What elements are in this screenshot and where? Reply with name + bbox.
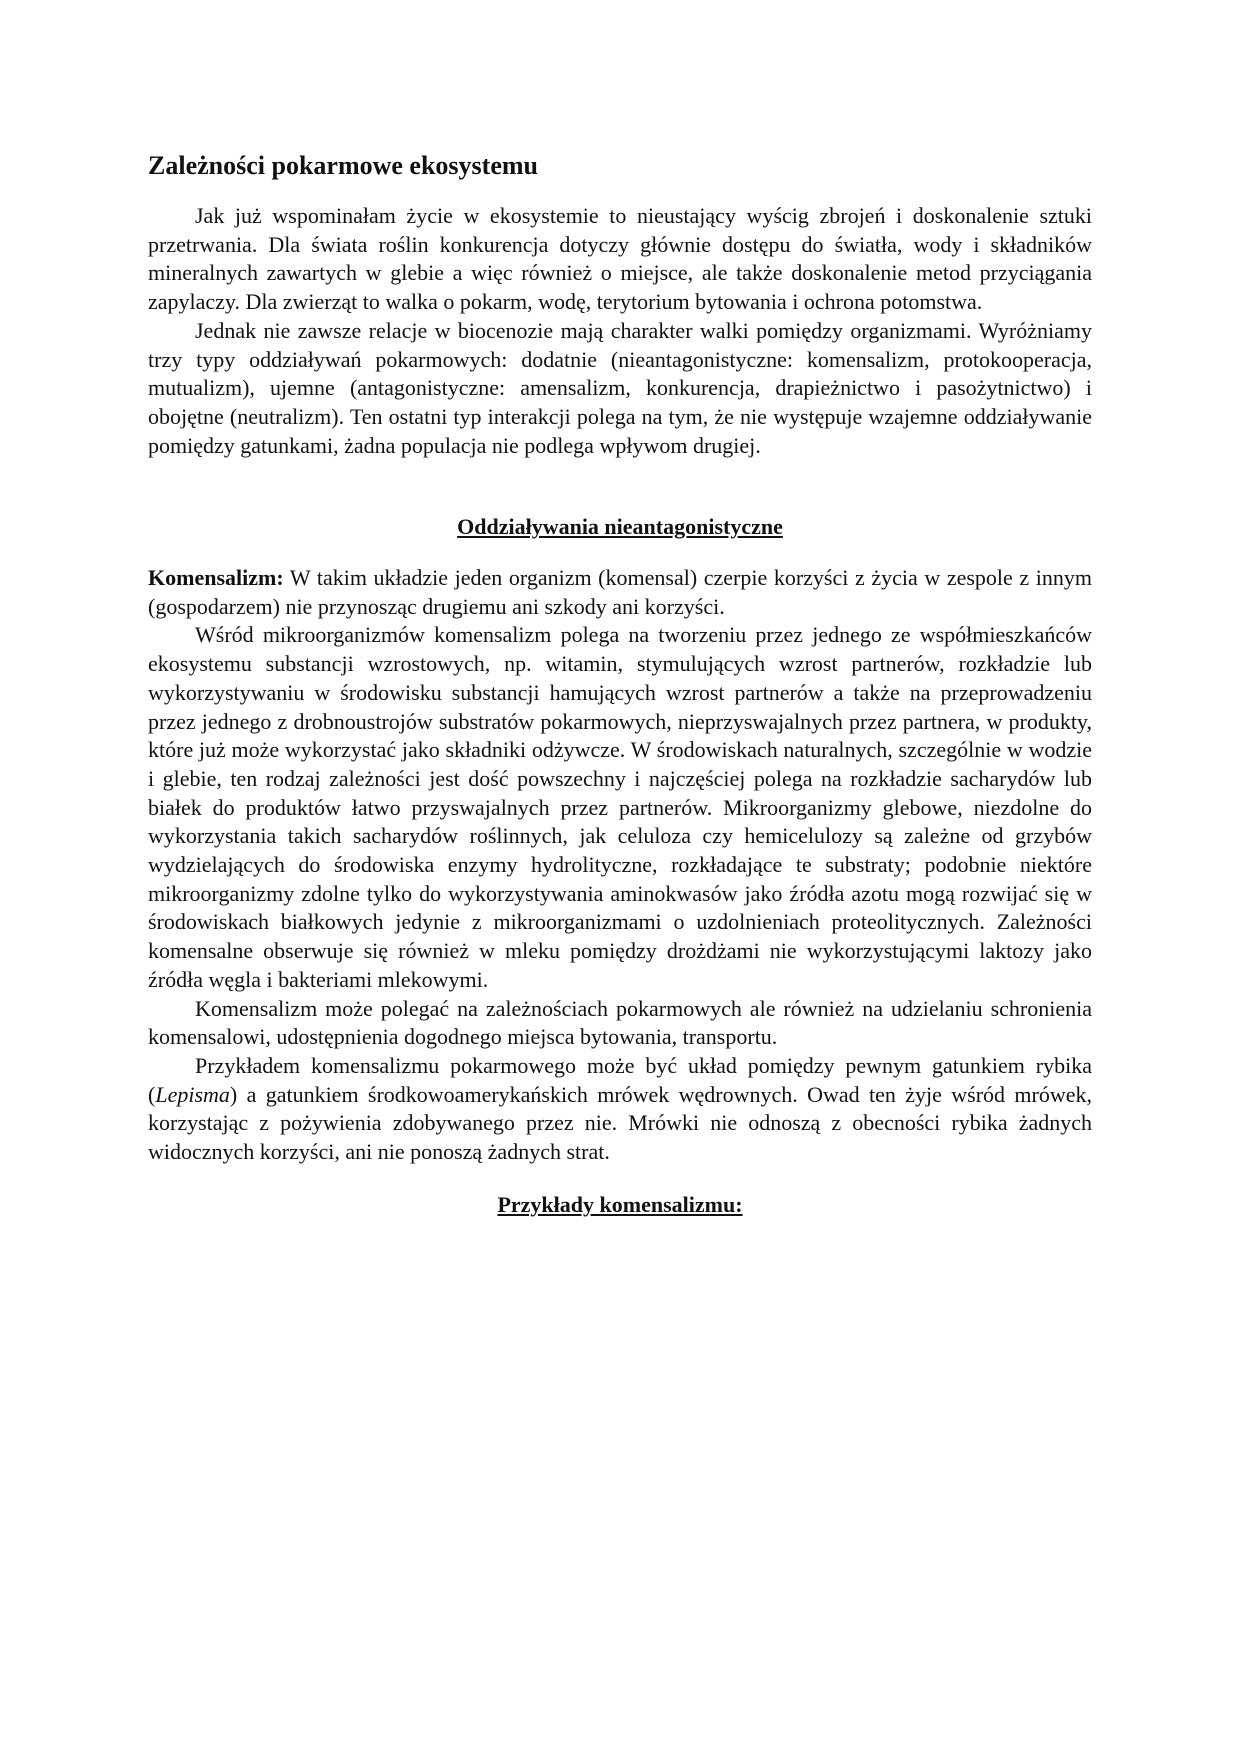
species-name: Lepisma (155, 1081, 230, 1107)
example-text-after: ) a gatunkiem środkowoamerykańskich mrówek wędrownych. Owad ten żyje wśród mrówek, korzystając z pożywienia zdobywanego przez nie. Mrówki nie odnoszą z obecności rybika żadnych widocznych korzyści, ani nie ponoszą żadnych strat. (148, 1081, 1092, 1165)
term-label: Komensalizm: (148, 565, 284, 591)
intro-paragraph-1: Jak już wspominałam życie w ekosystemie to nieustający wyścig zbrojeń i doskonalenie sztuki przetrwania. Dla świata roślin konkurencja dotyczy głównie dostępu do światła, wody i składników mineralnych zawartych w glebie a więc również o miejsce, ale także doskonalenie metod przyciągania zapylaczy. Dla zwierząt to walka o pokarm, wodę, terytorium bytowania i ochrona potomstwa. (148, 203, 1092, 315)
section-heading-nonantagonistic: Oddziaływania nieantagonistyczne (457, 514, 783, 540)
microorganisms-paragraph: Wśród mikroorganizmów komensalizm polega na tworzeniu przez jednego ze współmieszkańców ekosystemu substancji wzrostowych, np. witamin, stymulujących wzrost partnerów, rozkładzie lub wykorzystywaniu w środowisku substancji hamujących wzrost partnerów a także na przeprowadzeniu przez jednego z drobnoustrojów substratów pokarmowych, nieprzyswajalnych przez partnera, w produkty, które już może wykorzystać jako składniki odżywcze. W środowiskach naturalnych, szczególnie w wodzie i glebie, ten rodzaj zależności jest dość powszechny i najczęściej polega na rozkładzie sacharydów lub białek do produktów łatwo przyswajalnych przez partnerów. Mikroorganizmy glebowe, niezdolne do wykorzystania takich sacharydów roślinnych, jak celuloza czy hemicelulozy są zależne od grzybów wydzielających do środowiska enzymy hydrolityczne, rozkładające te substraty; podobnie niektóre mikroorganizmy zdolne tylko do wykorzystywania aminokwasów jako źródła azotu mogą rozwijać się w środowiskach białkowych jedynie z mikroorganizmami o uzdolnieniach proteolitycznych. Zależności komensalne obserwuje się również w mleku pomiędzy drożdżami nie wykorzystującymi laktozy jako źródła węgla i bakteriami mlekowymi. (148, 622, 1092, 992)
commensalism-definition (148, 564, 1092, 621)
example-text-before: Przykładem komensalizmu pokarmowego może być układ pomiędzy pewnym gatunkiem rybika ( (148, 1052, 1092, 1107)
shelter-paragraph: Komensalizm może polegać na zależnościach pokarmowych ale również na udzielaniu schronienia komensalowi, udostępnienia dogodnego miejsca bytowania, transportu. (148, 995, 1092, 1050)
document-title: Zależności pokarmowe ekosystemu (148, 151, 538, 180)
term-definition: W takim układzie jeden organizm (komensal) czerpie korzyści z życia w zespole z innym (gospodarzem) nie przynosząc drugiemu ani szkody ani korzyści. (148, 565, 1092, 619)
document-page (148, 150, 1092, 1220)
intro-paragraph-2: Jednak nie zawsze relacje w biocenozie mają charakter walki pomiędzy organizmami. Wyróżniamy trzy typy oddziaływań pokarmowych: dodatnie (nieantagonistyczne: komensalizm, protokooperacja, mutualizm), ujemne (antagonistyczne: amensalizm, konkurencja, drapieżnictwo i pasożytnictwo) i obojętne (neutralizm). Ten ostatni typ interakcji polega na tym, że nie występuje wzajemne oddziaływanie pomiędzy gatunkami, żadna populacja nie podlega wpływom drugiej. (148, 317, 1092, 458)
section-heading-examples: Przykłady komensalizmu: (497, 1191, 743, 1217)
example-paragraph (148, 1052, 1092, 1167)
